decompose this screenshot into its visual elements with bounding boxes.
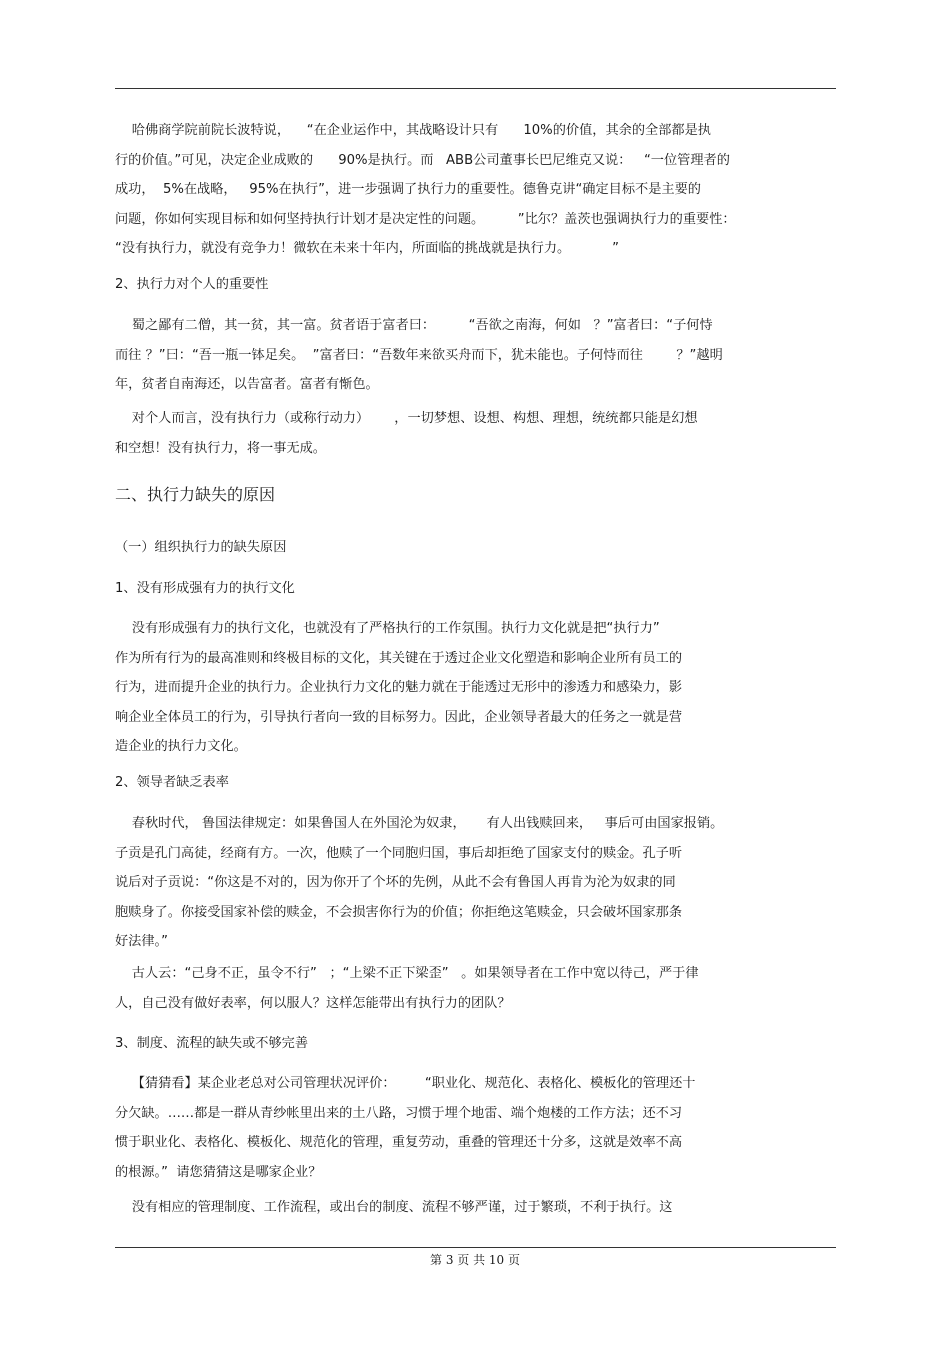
text-line: 好法律。” xyxy=(115,934,168,949)
text-line: 蜀之鄙有二僧，其一贫，其一富。贫者语于富者曰： “吾欲之南海，何如 ？”富者曰：“子何恃 xyxy=(115,318,713,333)
text-line: 和空想！没有执行力，将一事无成。 xyxy=(115,440,326,456)
text-line: 行为，进而提升企业的执行力。企业执行力文化的魅力就在于能透过无形中的渗透力和感染力，影 xyxy=(115,680,683,695)
text-line: 问题，你如何实现目标和如何坚持执行计划才是决定性的问题。 ”比尔？盖茨也强调执行力的重要性： xyxy=(115,211,736,227)
paragraph-zigong-story xyxy=(115,809,836,957)
section-title-causes: 二、执行力缺失的原因 xyxy=(115,485,276,504)
text-line: 行的价值。”可见，决定企业成败的 90%是执行。而 ABB公司董事长巴尼维克又说： “一位管理者的 xyxy=(115,152,730,168)
heading-leader-example: 2、领导者缺乏表率 xyxy=(115,775,229,790)
paragraph-strategy-execution xyxy=(115,116,836,264)
subsection-title-organization: （一）组织执行力的缺失原因 xyxy=(115,540,287,555)
text-line: 惯于职业化、表格化、模板化、规范化的管理，重复劳动，重叠的管理还十分多，这就是效率不高 xyxy=(115,1135,683,1150)
paragraph-execution-culture xyxy=(115,614,836,762)
paragraph-ancient-saying xyxy=(115,959,836,1018)
text-line: 说后对子贡说：“你这是不对的，因为你开了个坏的先例，从此不会有鲁国人再肯为沦为奴隶的同 xyxy=(115,875,676,890)
text-line: 子贡是孔门高徒，经商有方。一次，他赎了一个同胞归国，事后却拒绝了国家支付的赎金。孔子听 xyxy=(115,845,683,861)
text-line: 【猜猜看】某企业老总对公司管理状况评价： “职业化、规范化、表格化、模板化的管理还十 xyxy=(115,1076,696,1091)
text-line: 对个人而言，没有执行力（或称行动力） ，一切梦想、设想、构想、理想，统统都只能是幻想 xyxy=(115,411,698,426)
text-line: 而往 ？”曰：“吾一瓶一钵足矣。 ”富者曰：“吾数年来欲买舟而下，犹未能也。子何恃而往 ？”越明 xyxy=(115,347,723,363)
text-line: 春秋时代， 鲁国法律规定：如果鲁国人在外国沦为奴隶， 有人出钱赎回来， 事后可由国家报销。 xyxy=(115,816,724,831)
heading-individual-importance: 2、执行力对个人的重要性 xyxy=(115,277,269,292)
text-line: 响企业全体员工的行为，引导执行者向一致的目标努力。因此，企业领导者最大的任务之一就是营 xyxy=(115,709,683,725)
heading-system-process: 3、制度、流程的缺失或不够完善 xyxy=(115,1036,309,1051)
paragraph-management-system xyxy=(115,1193,836,1223)
text-line: 没有形成强有力的执行文化，也就没有了严格执行的工作氛围。执行力文化就是把“执行力” xyxy=(115,621,660,636)
footer-rule xyxy=(115,1247,836,1248)
paragraph-two-monks xyxy=(115,311,836,400)
text-line: 古人云：“己身不正，虽令不行” ；“上梁不正下梁歪” 。如果领导者在工作中宽以待己，严于律 xyxy=(115,966,699,981)
text-line: 哈佛商学院前院长波特说， “在企业运作中，其战略设计只有 10%的价值，其余的全部都是执 xyxy=(115,123,711,138)
text-line: 年，贫者自南海还，以告富者。富者有惭色。 xyxy=(115,377,379,392)
header-rule xyxy=(115,88,836,89)
text-line: 的根源。” 请您猜猜这是哪家企业？ xyxy=(115,1164,322,1180)
paragraph-personal-execution xyxy=(115,404,836,463)
text-line: 胞赎身了。你接受国家补偿的赎金，不会损害你行为的价值；你拒绝这笔赎金，只会破坏国家那条 xyxy=(115,904,683,920)
text-line: 成功， 5%在战略， 95%在执行”，进一步强调了执行力的重要性。德鲁克讲“确定目标不是主要的 xyxy=(115,182,701,197)
page-number: 第 3 页 共 10 页 xyxy=(430,1253,520,1267)
text-line: 人，自己没有做好表率，何以服人？这样怎能带出有执行力的团队？ xyxy=(115,995,511,1011)
text-line: 造企业的执行力文化。 xyxy=(115,739,247,754)
text-line: 分欠缺。……都是一群从青纱帐里出来的土八路，习惯于埋个地雷、端个炮楼的工作方法；还不习 xyxy=(115,1105,683,1121)
heading-execution-culture: 1、没有形成强有力的执行文化 xyxy=(115,581,295,596)
text-line: 作为所有行为的最高准则和终极目标的文化，其关键在于透过企业文化塑造和影响企业所有员工的 xyxy=(115,650,683,666)
paragraph-guess xyxy=(115,1069,836,1187)
text-line: “没有执行力，就没有竞争力！微软在未来十年内，所面临的挑战就是执行力。 ” xyxy=(115,241,619,256)
text-line: 没有相应的管理制度、工作流程，或出台的制度、流程不够严谨，过于繁琐，不利于执行。这 xyxy=(115,1200,673,1215)
